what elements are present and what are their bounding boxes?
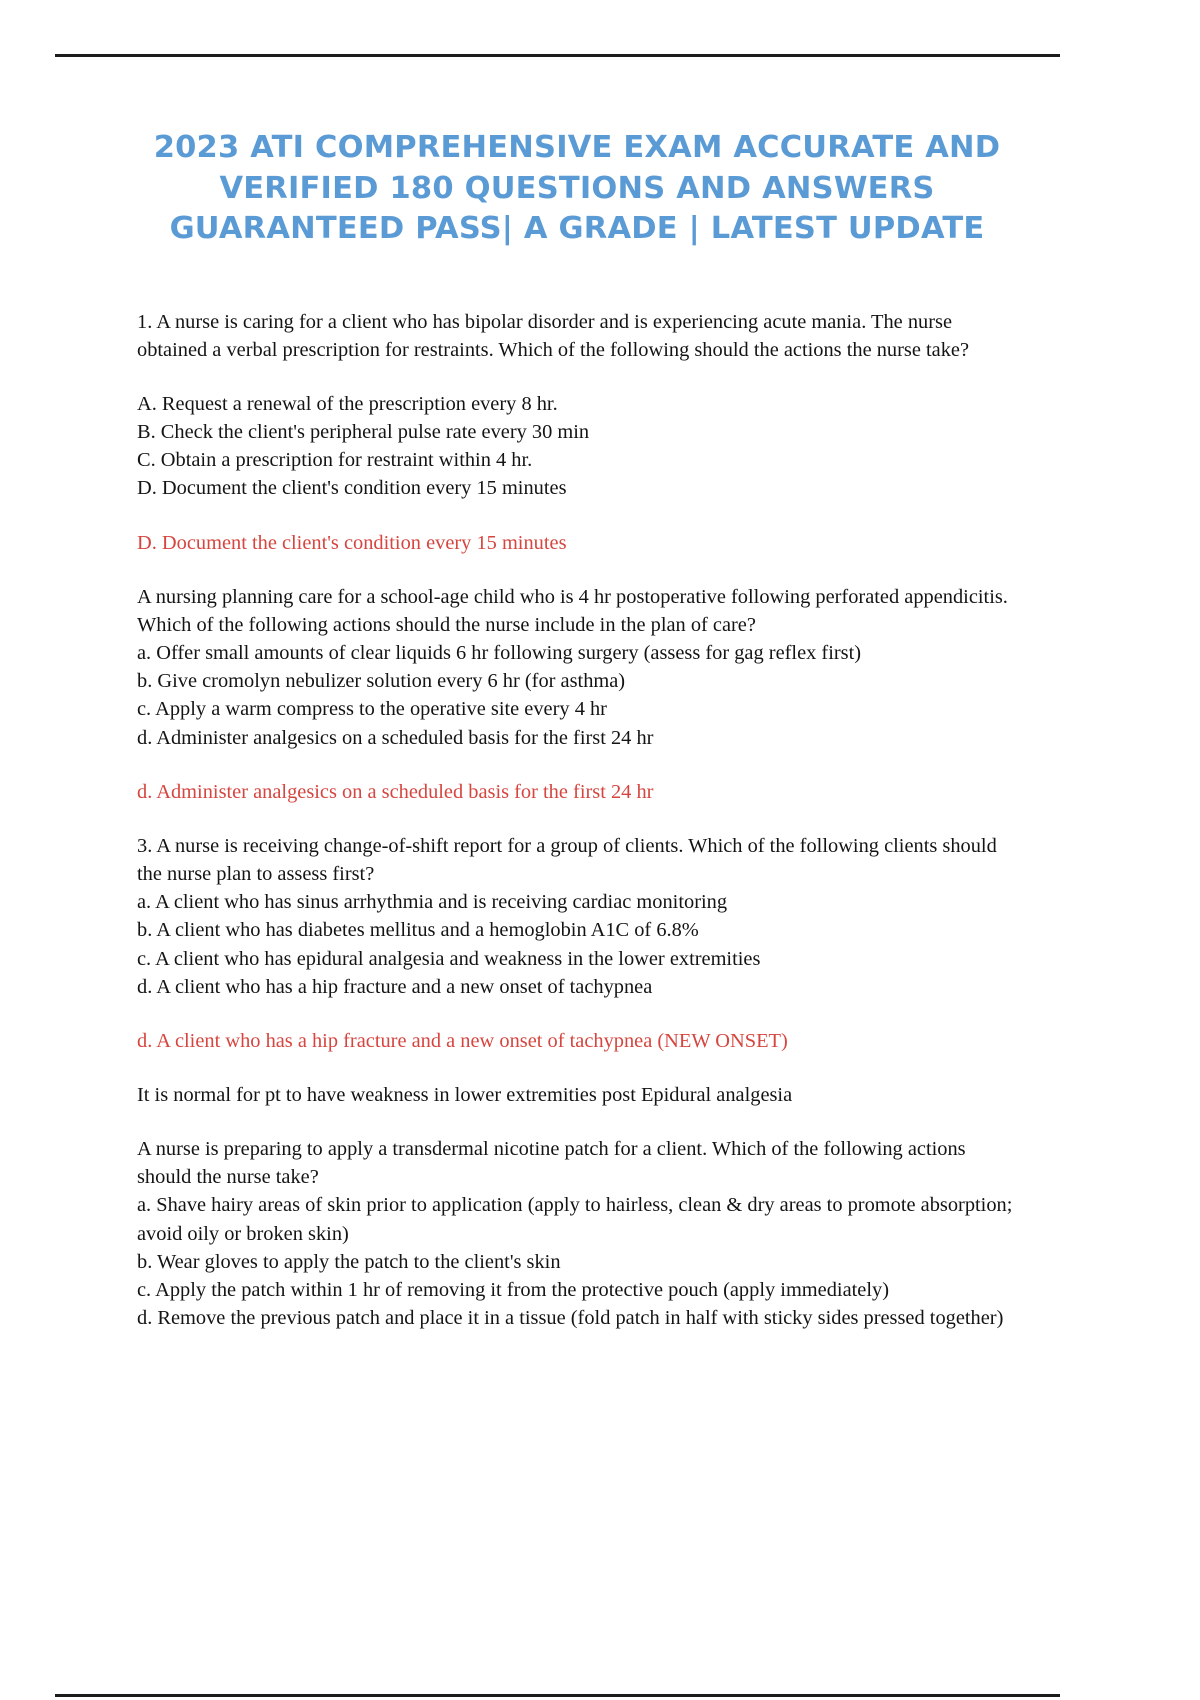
- question-2-option-c: c. Apply a warm compress to the operative site every 4 hr: [137, 698, 607, 721]
- document-content: [137, 128, 1017, 1332]
- spacer: [137, 752, 1017, 778]
- question-1-option-c: C. Obtain a prescription for restraint within 4 hr.: [137, 449, 533, 472]
- question-3-option-c: c. A client who has epidural analgesia and weakness in the lower extremities: [137, 947, 761, 970]
- question-3-option-a: a. A client who has sinus arrhythmia and is receiving cardiac monitoring: [137, 891, 728, 914]
- question-3-answer: d. A client who has a hip fracture and a new onset of tachypnea (NEW ONSET): [137, 1029, 788, 1052]
- question-2-answer: d. Administer analgesics on a scheduled basis for the first 24 hr: [137, 780, 654, 803]
- spacer: [137, 1109, 1017, 1135]
- spacer: [137, 364, 1017, 390]
- page-top-rule: [55, 54, 1060, 57]
- document-body: [137, 308, 1017, 1333]
- question-2-block: [137, 583, 1017, 752]
- spacer: [137, 1055, 1017, 1081]
- question-1-option-a: A. Request a renewal of the prescription every 8 hr.: [137, 393, 558, 415]
- question-1-stem: 1. A nurse is caring for a client who has bipolar disorder and is experiencing acute mania. The nurse obtained a verbal prescription for restraints. Which of the following should the actions the nurse take?: [137, 310, 969, 361]
- question-2-stem: A nursing planning care for a school-age child who is 4 hr postoperative following perforated appendicitis. Which of the following actions should the nurse include in the plan of care?: [137, 585, 1008, 636]
- question-4-block: [137, 1135, 1017, 1332]
- question-4-option-d: d. Remove the previous patch and place it in a tissue (fold patch in half with sticky sides pressed together): [137, 1307, 1004, 1330]
- question-1-answer: D. Document the client's condition every 15 minutes: [137, 531, 567, 554]
- question-2-option-a: a. Offer small amounts of clear liquids 6 hr following surgery (assess for gag reflex first): [137, 642, 862, 665]
- spacer: [137, 557, 1017, 583]
- question-3-option-b: b. A client who has diabetes mellitus and a hemoglobin A1C of 6.8%: [137, 919, 699, 942]
- question-4-option-a: a. Shave hairy areas of skin prior to application (apply to hairless, clean & dry areas to promote absorption; avoid oily or broken skin): [137, 1194, 1013, 1245]
- question-1-options: [137, 390, 1017, 503]
- question-3-stem: 3. A nurse is receiving change-of-shift report for a group of clients. Which of the following clients should the nurse plan to assess first?: [137, 834, 997, 886]
- question-1-option-d: D. Document the client's condition every 15 minutes: [137, 477, 567, 500]
- page-title: 2023 ATI COMPREHENSIVE EXAM ACCURATE AND VERIFIED 180 QUESTIONS AND ANSWERS GUARANTEED PASS| A GRADE | LATEST UPDATE: [153, 130, 1001, 247]
- question-4-option-c: c. Apply the patch within 1 hr of removing it from the protective pouch (apply immediately): [137, 1278, 889, 1301]
- question-3-option-d: d. A client who has a hip fracture and a new onset of tachypnea: [137, 975, 653, 998]
- spacer: [137, 806, 1017, 832]
- spacer: [137, 503, 1017, 529]
- question-4-option-b: b. Wear gloves to apply the patch to the client's skin: [137, 1250, 561, 1273]
- question-3-block: [137, 832, 1017, 1001]
- question-1-option-b: B. Check the client's peripheral pulse rate every 30 min: [137, 421, 590, 444]
- question-3-note: It is normal for pt to have weakness in lower extremities post Epidural analgesia: [137, 1083, 793, 1106]
- page-bottom-rule: [55, 1694, 1060, 1697]
- question-4-stem: A nurse is preparing to apply a transdermal nicotine patch for a client. Which of the following actions should the nurse take?: [137, 1138, 966, 1189]
- question-2-option-d: d. Administer analgesics on a scheduled basis for the first 24 hr: [137, 726, 654, 749]
- spacer: [137, 1001, 1017, 1027]
- question-2-option-b: b. Give cromolyn nebulizer solution every 6 hr (for asthma): [137, 670, 626, 693]
